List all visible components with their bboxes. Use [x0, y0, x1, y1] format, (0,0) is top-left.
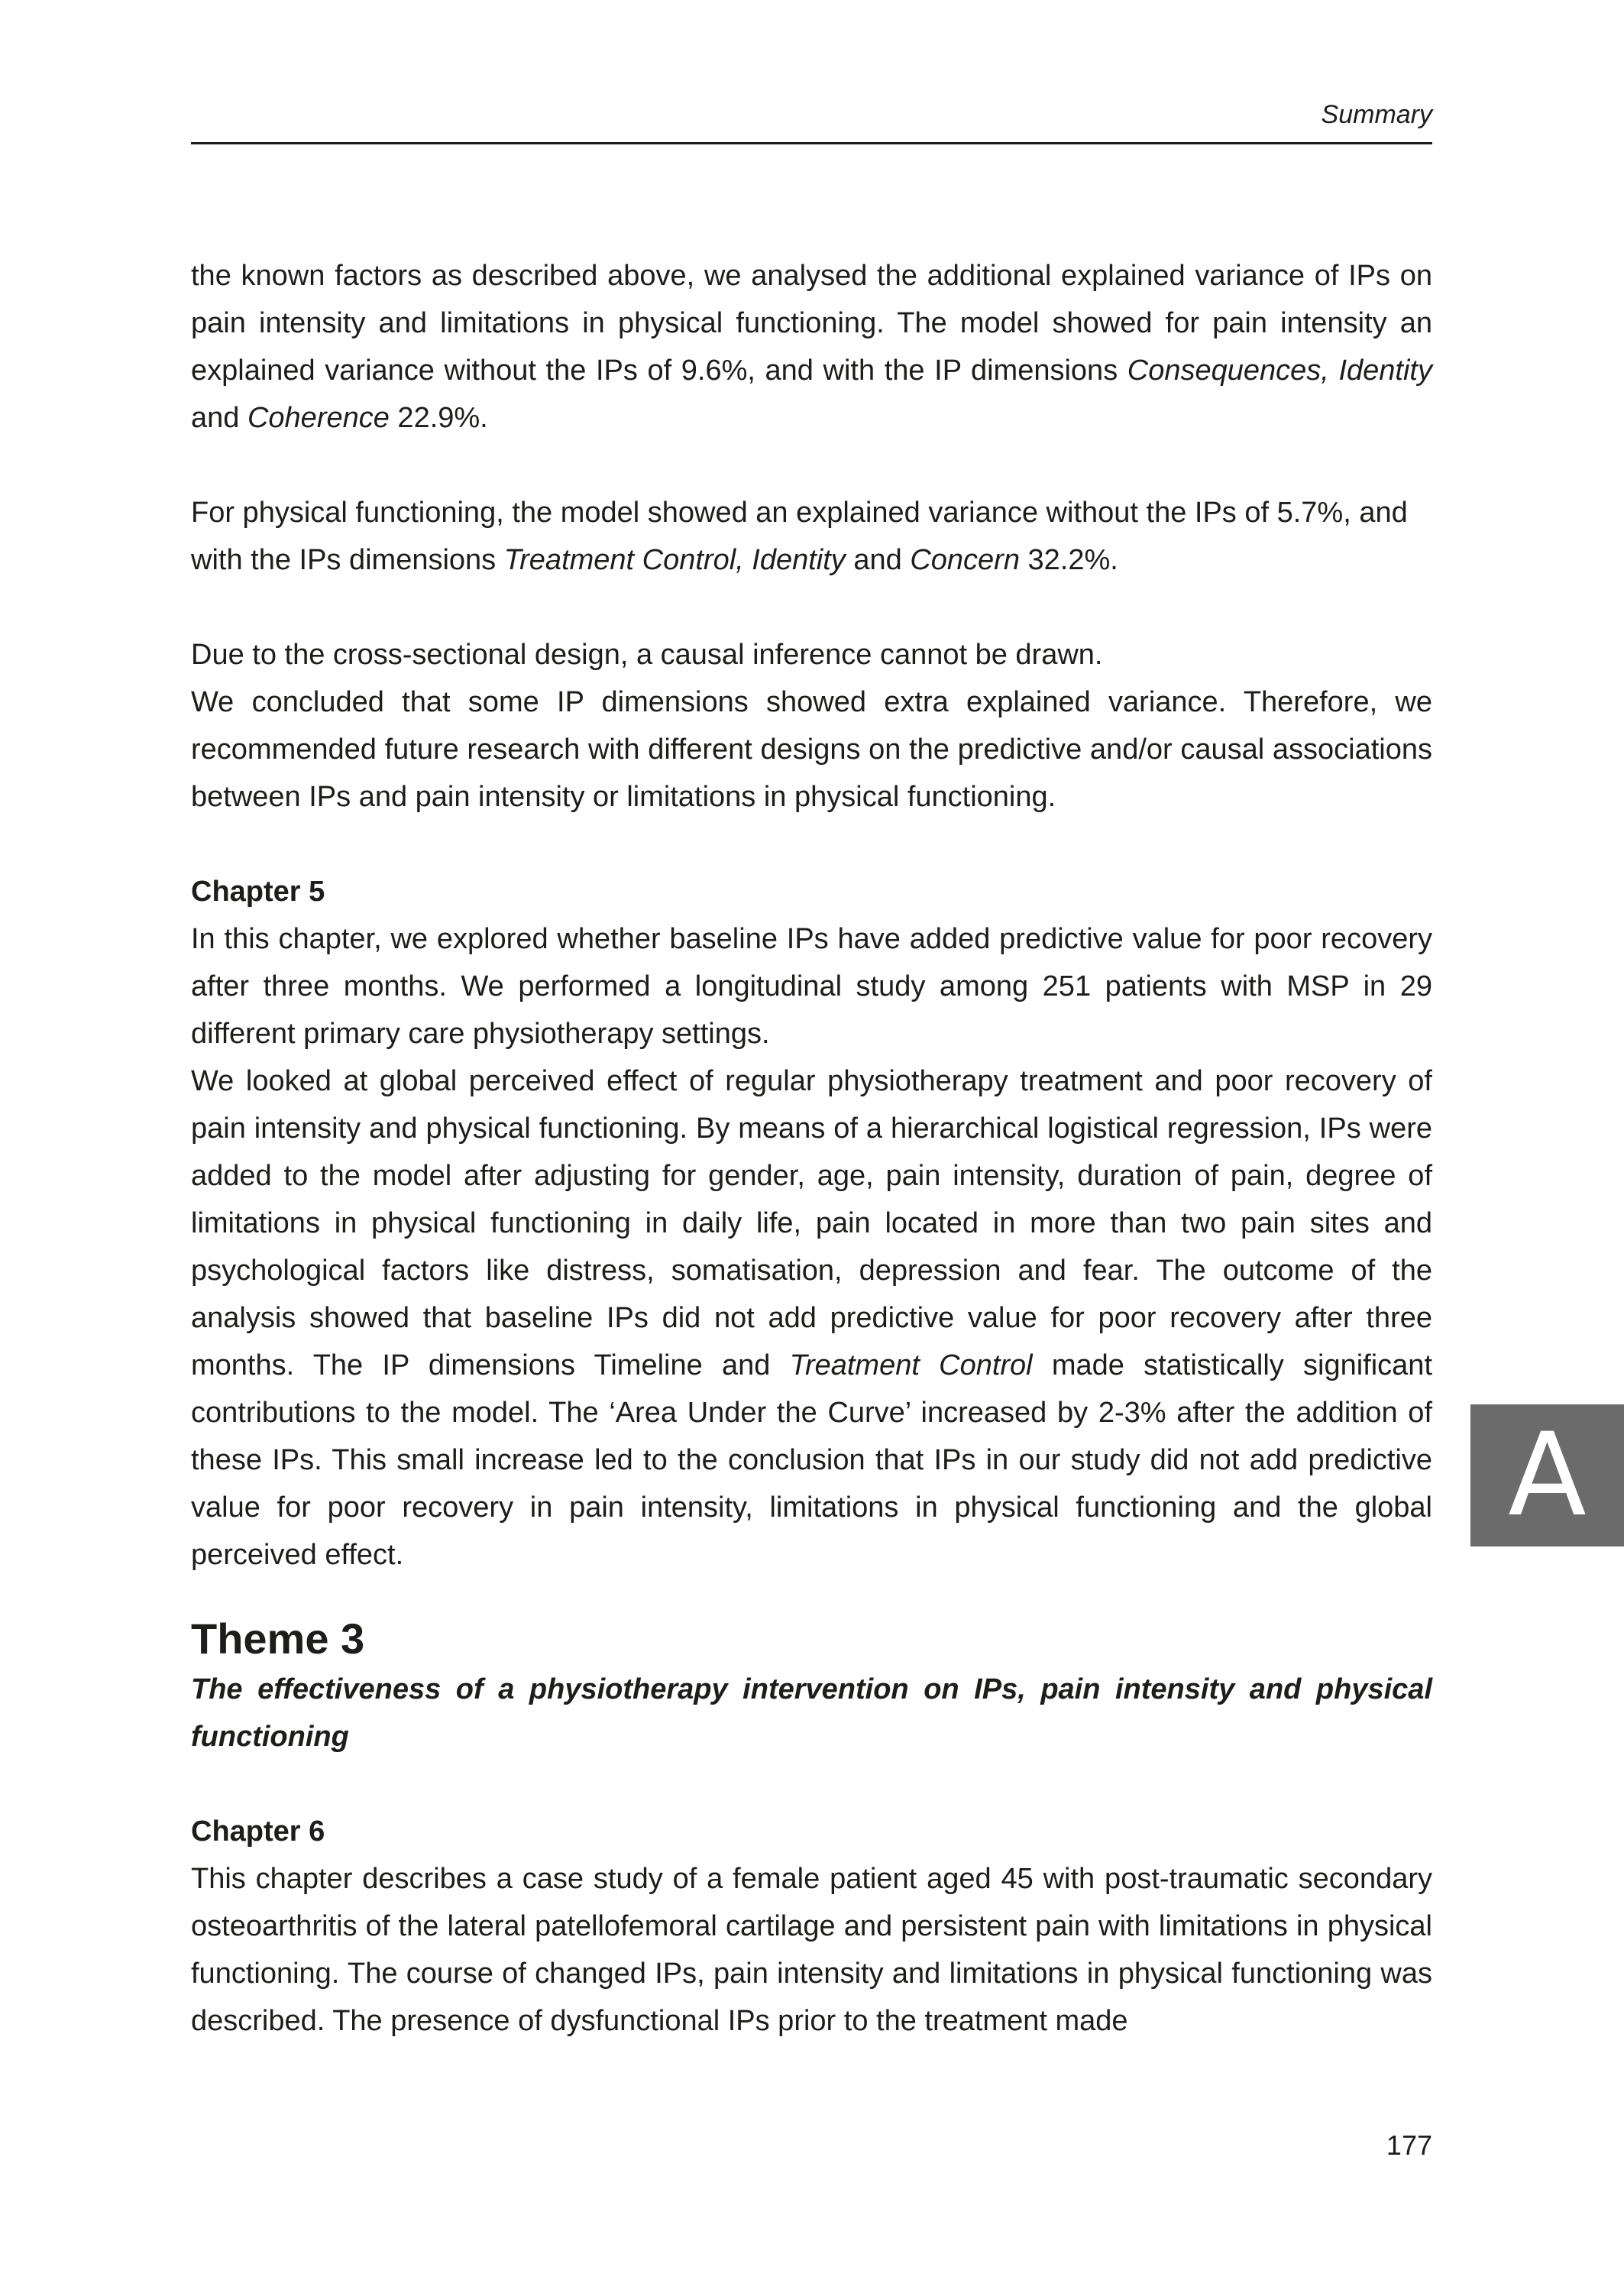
chapter-6-paragraph-1: This chapter describes a case study of a female patient aged 45 with post-traumatic secondary osteoarthritis of the lateral patellofemoral cartilage and persistent pain with limitations in physical functioning. The course of changed IPs, pain intensity and limitations in physical functioning was described. The presence of dysfunctional IPs prior to the treatment made: [191, 1863, 1432, 2037]
paragraph-gap: [191, 821, 1432, 868]
appendix-tab-marker: A: [1470, 1404, 1624, 1546]
paragraph-variance-pain: the known factors as described above, we analysed the additional explained variance of IPs on pain intensity and limitations in physical functioning. The model showed for pain intensity an explained variance without the IPs of 9.6%, and with the IP dimensions Consequences, Identity and Coherence 22.9%.: [191, 260, 1432, 434]
paragraph-gap: [191, 584, 1432, 631]
page-number: 177: [1386, 2129, 1432, 2161]
chapter-5-paragraph-1: In this chapter, we explored whether baseline IPs have added predictive value for poor recovery after three months. We performed a longitudinal study among 251 patients with MSP in 29 different primary care physiotherapy settings.: [191, 923, 1432, 1050]
paragraph-conclusion: We concluded that some IP dimensions showed extra explained variance. Therefore, we recommended future research with different designs on the predictive and/or causal associations between IPs and pain intensity or limitations in physical functioning.: [191, 686, 1432, 813]
paragraph-variance-physical: For physical functioning, the model showed an explained variance without the IPs of 5.7%, and with the IPs dimensions Treatment Control, Identity and Concern 32.2%.: [191, 497, 1408, 576]
body-text: [191, 252, 1432, 2045]
chapter-5-heading: Chapter 5: [191, 876, 325, 908]
theme-3-heading: Theme 3: [191, 1614, 365, 1663]
chapter-6-heading: Chapter 6: [191, 1815, 325, 1848]
running-header: Summary: [1321, 100, 1432, 129]
paragraph-causal-inference: Due to the cross-sectional design, a causal inference cannot be drawn.: [191, 639, 1103, 671]
paragraph-gap: [191, 442, 1432, 489]
header-rule: [191, 142, 1432, 144]
chapter-5-paragraph-2: We looked at global perceived effect of regular physiotherapy treatment and poor recovery of pain intensity and physical functioning. By means of a hierarchical logistical regression, IPs were added to the model after adjusting for gender, age, pain intensity, duration of pain, degree of limitations in physical functioning in daily life, pain located in more than two pain sites and psychological factors like distress, somatisation, depression and fear. The outcome of the analysis showed that baseline IPs did not add predictive value for poor recovery after three months. The IP dimensions Timeline and Treatment Control made statistically significant contributions to the model. The ‘Area Under the Curve’ increased by 2-3% after the addition of these IPs. This small increase led to the conclusion that IPs in our study did not add predictive value for poor recovery in pain intensity, limitations in physical functioning and the global perceived effect.: [191, 1065, 1433, 1571]
paragraph-gap: [191, 1760, 1432, 1808]
theme-3-subtitle: The effectiveness of a physiotherapy intervention on IPs, pain intensity and physical functioning: [191, 1673, 1432, 1753]
